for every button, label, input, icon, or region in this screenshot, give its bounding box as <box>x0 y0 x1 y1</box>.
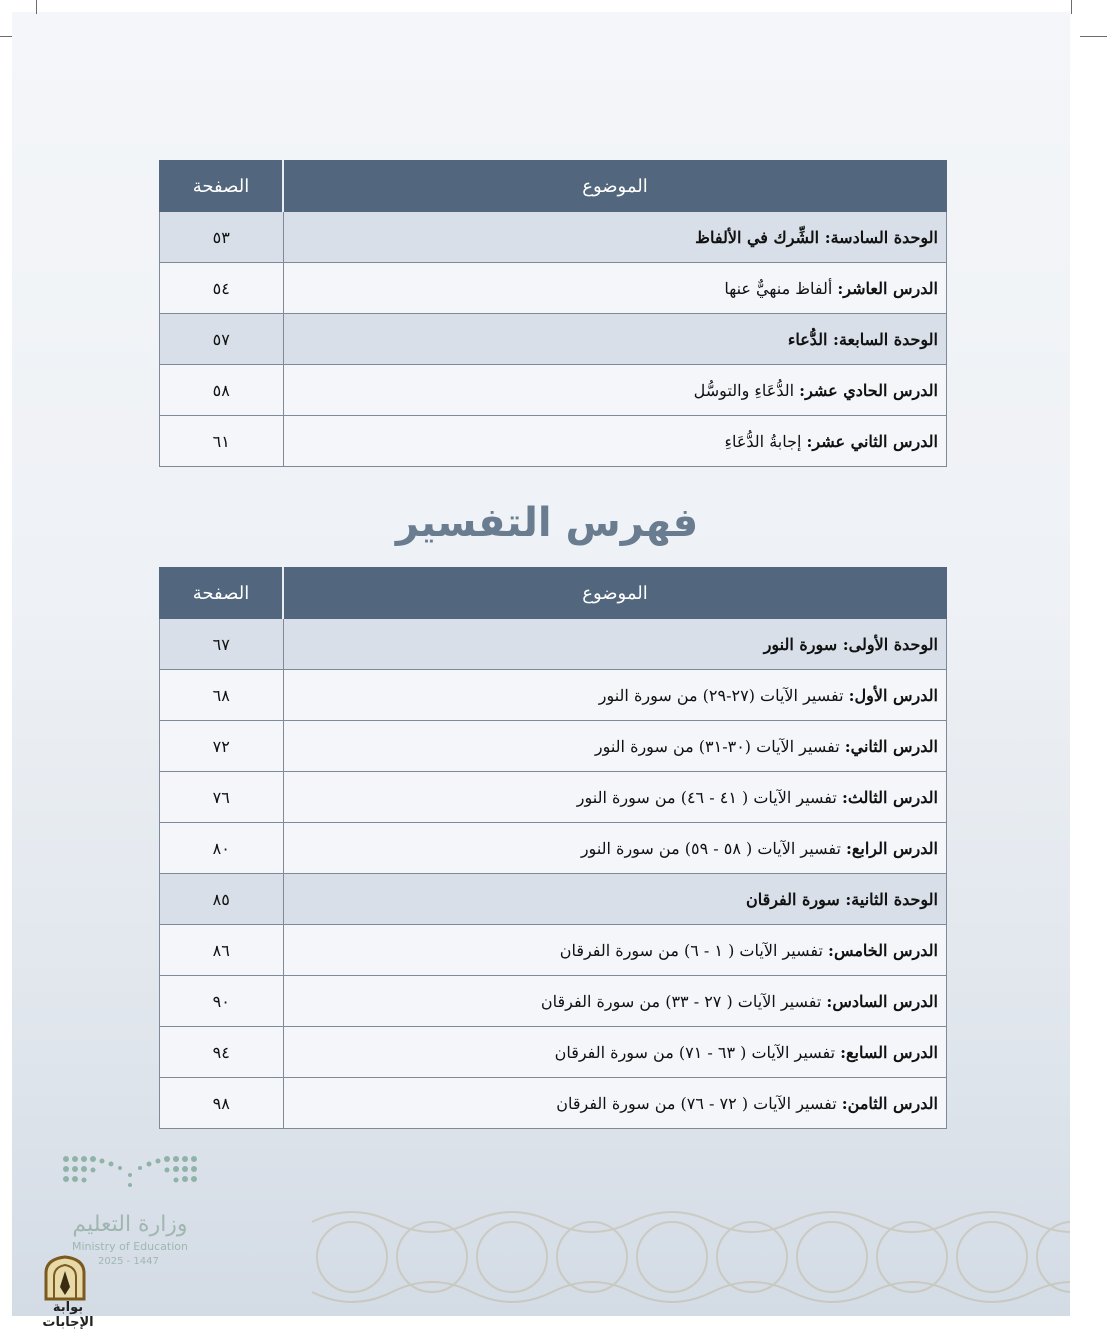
column-header-topic: الموضوع <box>283 161 947 212</box>
unit-row <box>160 212 947 263</box>
topic-text: تفسير الآيات ( ٥٨ - ٥٩) من سورة النور <box>580 838 846 858</box>
crop-mark <box>0 36 12 37</box>
topic-text: الدُّعَاءِ والتوسُّل <box>693 380 800 400</box>
unit-row <box>160 619 947 670</box>
lesson-row <box>160 976 947 1027</box>
lesson-row <box>160 670 947 721</box>
decorative-ornament <box>312 1202 1070 1312</box>
topic-label: الدرس الأول: <box>848 685 938 705</box>
page-number-cell: ٨٥ <box>160 874 284 925</box>
topic-label: الدرس العاشر: <box>837 278 938 298</box>
topic-cell <box>283 263 947 314</box>
topic-cell <box>283 721 947 772</box>
topic-cell <box>283 823 947 874</box>
topic-label: الدرس الرابع: <box>845 838 938 858</box>
topic-label: الوحدة السادسة: الشِّرك في الألفاظ <box>695 227 938 247</box>
topic-text: ألفاظ منهيٌّ عنها <box>724 278 838 298</box>
topic-cell <box>283 670 947 721</box>
topic-cell <box>283 1027 947 1078</box>
lesson-row <box>160 1078 947 1129</box>
page-number-cell: ٧٦ <box>160 772 284 823</box>
page-number-cell: ٨٦ <box>160 925 284 976</box>
topic-cell <box>283 772 947 823</box>
crop-mark <box>36 0 37 14</box>
lesson-row <box>160 925 947 976</box>
topic-text: تفسير الآيات ( ٢٧ - ٣٣) من سورة الفرقان <box>540 991 827 1011</box>
toc-table-1 <box>159 160 947 467</box>
site-badge-label: بوابة الإجابات <box>42 1300 94 1330</box>
lesson-row <box>160 416 947 467</box>
topic-label: الوحدة السابعة: الدُّعاء <box>787 329 938 349</box>
topic-cell <box>283 1078 947 1129</box>
topic-text: تفسير الآيات ( ٤١ - ٤٦) من سورة النور <box>576 787 842 807</box>
ministry-name-english: Ministry of Education <box>71 1240 188 1253</box>
page-number-cell: ٦٨ <box>160 670 284 721</box>
topic-label: الدرس السادس: <box>826 991 938 1011</box>
topic-cell <box>283 874 947 925</box>
lesson-row <box>160 823 947 874</box>
table-header-row <box>160 568 947 619</box>
topic-label: الدرس الثامن: <box>841 1093 938 1113</box>
topic-label: الدرس الخامس: <box>828 940 938 960</box>
topic-cell <box>283 976 947 1027</box>
unit-row <box>160 874 947 925</box>
column-header-page: الصفحة <box>160 568 284 619</box>
lesson-row <box>160 772 947 823</box>
page-number-cell: ٦٧ <box>160 619 284 670</box>
unit-row <box>160 314 947 365</box>
page-number-cell: ٥٤ <box>160 263 284 314</box>
crop-mark <box>1080 36 1107 37</box>
topic-label: الدرس الحادي عشر: <box>799 380 938 400</box>
topic-cell <box>283 925 947 976</box>
page-number-cell: ٩٤ <box>160 1027 284 1078</box>
column-header-topic: الموضوع <box>283 568 947 619</box>
ministry-name-arabic: وزارة التعليم <box>72 1212 188 1237</box>
page-number-cell: ٥٣ <box>160 212 284 263</box>
page-number-cell: ٩٠ <box>160 976 284 1027</box>
topic-label: الدرس الثالث: <box>841 787 938 807</box>
lesson-row <box>160 721 947 772</box>
lesson-row <box>160 263 947 314</box>
topic-label: الدرس السابع: <box>840 1042 938 1062</box>
ministry-year: 2025 - 1447 <box>98 1256 159 1267</box>
table-header-row <box>160 161 947 212</box>
page-number-cell: ٩٨ <box>160 1078 284 1129</box>
crop-mark <box>1071 0 1072 14</box>
topic-cell <box>283 365 947 416</box>
column-header-page: الصفحة <box>160 161 284 212</box>
topic-text: إجابةُ الدُّعَاءِ <box>724 431 807 451</box>
topic-cell <box>283 416 947 467</box>
lesson-row <box>160 365 947 416</box>
page-number-cell: ٧٢ <box>160 721 284 772</box>
topic-label: الوحدة الأولى: سورة النور <box>763 634 938 654</box>
topic-label: الدرس الثاني: <box>844 736 938 756</box>
lesson-row <box>160 1027 947 1078</box>
site-badge-icon <box>40 1255 90 1301</box>
topic-text: تفسير الآيات (٣٠-٣١) من سورة النور <box>594 736 845 756</box>
page-number-cell: ٥٧ <box>160 314 284 365</box>
topic-label: الوحدة الثانية: سورة الفرقان <box>745 889 938 909</box>
topic-cell <box>283 314 947 365</box>
page-number-cell: ٦١ <box>160 416 284 467</box>
topic-text: تفسير الآيات ( ٦٣ - ٧١) من سورة الفرقان <box>554 1042 841 1062</box>
topic-text: تفسير الآيات ( ١ - ٦) من سورة الفرقان <box>559 940 829 960</box>
topic-cell <box>283 212 947 263</box>
page-number-cell: ٨٠ <box>160 823 284 874</box>
topic-label: الدرس الثاني عشر: <box>806 431 938 451</box>
topic-text: تفسير الآيات (٢٧-٢٩) من سورة النور <box>598 685 849 705</box>
topic-cell <box>283 619 947 670</box>
section-title: فهرس التفسير <box>395 500 699 546</box>
ministry-logo-dots <box>62 1155 198 1197</box>
page-number-cell: ٥٨ <box>160 365 284 416</box>
topic-text: تفسير الآيات ( ٧٢ - ٧٦) من سورة الفرقان <box>556 1093 842 1113</box>
toc-table-2 <box>159 567 947 1129</box>
